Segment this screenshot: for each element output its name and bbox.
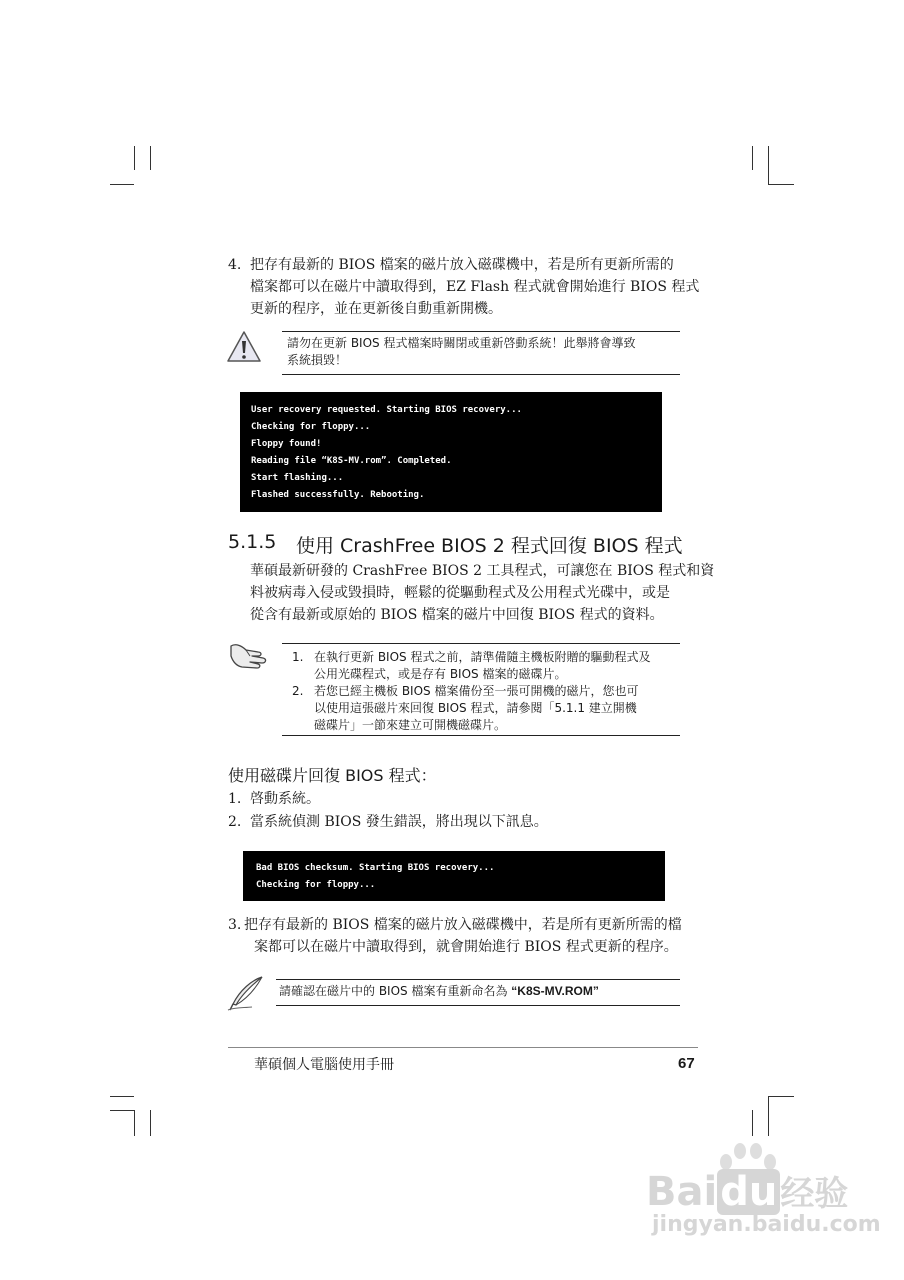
- footer-title: 華碩個人電腦使用手冊: [254, 1057, 394, 1073]
- note-item-line: 以使用這張磁片來回復 BIOS 程式，請參閱「5.1.1 建立開機: [314, 701, 637, 715]
- console-line: Reading file “K8S-MV.rom”. Completed.: [251, 456, 452, 466]
- note-filename-text: [279, 983, 599, 1000]
- note-item-line: 磁碟片」一節來建立可開機磁碟片。: [314, 718, 507, 732]
- step-4-number: 4.: [228, 257, 242, 273]
- console-output: [243, 851, 665, 901]
- pen-feather-icon: [226, 974, 266, 1012]
- crop-mark: [150, 1110, 151, 1136]
- note-item: [292, 649, 680, 683]
- note-item: [292, 683, 680, 734]
- console-output: [240, 392, 662, 512]
- note-bottom-rule: [282, 735, 680, 736]
- floppy-step-text: 當系統偵測 BIOS 發生錯誤，將出現以下訊息。: [250, 814, 548, 830]
- step-3-line: 把存有最新的 BIOS 檔案的磁片放入磁碟機中，若是所有更新所需的檔: [244, 917, 682, 933]
- page-number: 67: [678, 1055, 695, 1072]
- note-item-number: 1.: [292, 650, 304, 664]
- step-4-line: 把存有最新的 BIOS 檔案的磁片放入磁碟機中，若是所有更新所需的: [250, 257, 674, 273]
- console-line: Bad BIOS checksum. Starting BIOS recovery...: [256, 863, 495, 873]
- floppy-step-number: 2.: [228, 814, 242, 830]
- step-3-text: [244, 914, 692, 958]
- floppy-step-number: 1.: [228, 791, 242, 807]
- footer-rule: [228, 1047, 698, 1048]
- crop-mark: [150, 146, 151, 170]
- filename: “K8S-MV.ROM”: [511, 984, 599, 998]
- crop-mark: [752, 1110, 753, 1136]
- console-line: Checking for floppy...: [251, 422, 371, 432]
- note-item-line: 若您已經主機板 BIOS 檔案備份至一張可開機的磁片，您也可: [314, 684, 639, 698]
- note-item-line: 在執行更新 BIOS 程式之前，請準備隨主機板附贈的驅動程式及: [314, 650, 651, 664]
- warning-line: 請勿在更新 BIOS 程式檔案時關閉或重新啓動系統！此舉將會導致: [287, 336, 636, 350]
- watermark-brand-right: 经验: [780, 1174, 849, 1214]
- floppy-heading: 使用磁碟片回復 BIOS 程式：: [228, 766, 437, 785]
- crop-mark: [110, 184, 134, 185]
- console-line: User recovery requested. Starting BIOS recovery...: [251, 405, 522, 415]
- step-4-line: 更新的程序，並在更新後自動重新開機。: [250, 301, 502, 317]
- crop-mark: [110, 1110, 134, 1111]
- console-line: Checking for floppy...: [256, 880, 376, 890]
- note-top-rule: [276, 979, 680, 980]
- crop-mark: [134, 146, 135, 170]
- console-line: Flashed successfully. Rebooting.: [251, 490, 425, 500]
- watermark-brand: [646, 1166, 848, 1215]
- note-list: [292, 649, 680, 734]
- watermark-brand-left: Bai: [646, 1169, 718, 1215]
- warning-bottom-rule: [282, 374, 680, 375]
- watermark-url: jingyan.baidu.com: [652, 1212, 881, 1237]
- console-line: Floppy found!: [251, 439, 322, 449]
- crop-mark: [768, 184, 794, 185]
- watermark-brand-mid: du: [717, 1169, 780, 1215]
- step-4-text: [250, 254, 700, 320]
- warning-text: [287, 335, 679, 369]
- warning-top-rule: [282, 331, 680, 332]
- warning-triangle-icon: [226, 330, 262, 364]
- section-intro: [250, 560, 715, 626]
- step-3-line: 案都可以在磁片中讀取得到，就會開始進行 BIOS 程式更新的程序。: [254, 939, 678, 955]
- hand-pointer-icon: [228, 640, 268, 670]
- step-4-line: 檔案都可以在磁片中讀取得到，EZ Flash 程式就會開始進行 BIOS 程式: [250, 279, 700, 295]
- crop-mark: [110, 1096, 134, 1097]
- note-item-number: 2.: [292, 684, 304, 698]
- section-number: 5.1.5: [228, 531, 277, 553]
- floppy-step-text: 啓動系統。: [250, 791, 320, 807]
- crop-mark: [134, 1110, 135, 1136]
- warning-line: 系統損毀！: [287, 353, 348, 367]
- note-text: 請確認在磁片中的 BIOS 檔案有重新命名為: [279, 984, 508, 998]
- crop-mark: [768, 146, 769, 184]
- note-bottom-rule: [276, 1005, 680, 1006]
- section-title: 使用 CrashFree BIOS 2 程式回復 BIOS 程式: [296, 535, 683, 557]
- intro-line: 從含有最新或原始的 BIOS 檔案的磁片中回復 BIOS 程式的資料。: [250, 607, 664, 623]
- step-3-number: 3.: [228, 917, 242, 933]
- intro-line: 料被病毒入侵或毀損時，輕鬆的從驅動程式及公用程式光碟中，或是: [250, 585, 670, 601]
- crop-mark: [752, 146, 753, 170]
- note-item-line: 公用光碟程式，或是存有 BIOS 檔案的磁碟片。: [314, 667, 567, 681]
- console-line: Start flashing...: [251, 473, 344, 483]
- intro-line: 華碩最新研發的 CrashFree BIOS 2 工具程式，可讓您在 BIOS 程式和資: [250, 563, 715, 579]
- crop-mark: [768, 1096, 794, 1097]
- crop-mark: [768, 1096, 769, 1136]
- note-top-rule: [282, 643, 680, 644]
